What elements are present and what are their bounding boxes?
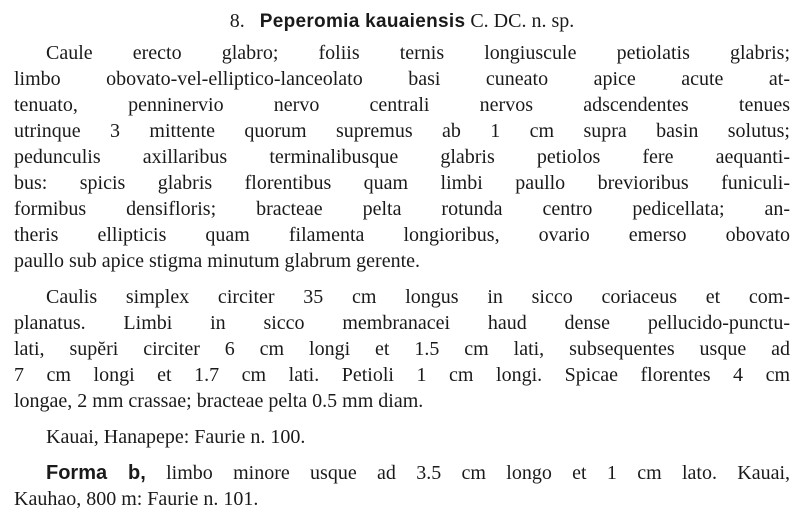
text-line: 7 cm longi et 1.7 cm lati. Petioli 1 cm longi. Spicae florentes 4 cm bbox=[14, 364, 790, 386]
text-line: Caule erecto glabro; foliis ternis longiuscule petiolatis glabris; bbox=[46, 42, 790, 64]
text-line: limbo obovato-vel-elliptico-lanceolato basi cuneato apice acute at- bbox=[14, 68, 790, 90]
forma-line-2: Kauhao, 800 m: Faurie n. 101. bbox=[14, 488, 259, 510]
forma-line bbox=[14, 460, 790, 486]
text-line: tenuato, penninervio nervo centrali nervos adscendentes tenues bbox=[14, 94, 790, 116]
species-name: Peperomia kauaiensis bbox=[259, 11, 466, 32]
text-line: formibus densifloris; bracteae pelta rotunda centro pedicellata; an- bbox=[14, 198, 790, 220]
text-line: planatus. Limbi in sicco membranacei haud dense pellucido-punctu- bbox=[14, 312, 790, 334]
text-line: longae, 2 mm crassae; bracteae pelta 0.5 mm diam. bbox=[14, 390, 424, 412]
text-line: utrinque 3 mittente quorum supremus ab 1 cm supra basin solutus; bbox=[14, 120, 790, 142]
forma-text: limbo minore usque ad 3.5 cm longo et 1 cm lato. Kauai, bbox=[166, 462, 790, 484]
locality-line: Kauai, Hanapepe: Faurie n. 100. bbox=[46, 426, 306, 448]
text-line: bus: spicis glabris florentibus quam limbi paullo brevioribus funiculi- bbox=[14, 172, 790, 194]
text-line: Caulis simplex circiter 35 cm longus in sicco coriaceus et com- bbox=[46, 286, 790, 308]
text-line: lati, supĕri circiter 6 cm longi et 1.5 cm lati, subsequentes usque ad bbox=[14, 338, 790, 360]
page bbox=[14, 0, 790, 525]
text-line: pedunculis axillaribus terminalibusque glabris petiolos fere aequanti- bbox=[14, 146, 790, 168]
text-line: paullo sub apice stigma minutum glabrum gerente. bbox=[14, 250, 421, 272]
species-heading bbox=[14, 8, 790, 35]
text-line: theris ellipticis quam filamenta longioribus, ovario emerso obovato bbox=[14, 224, 790, 246]
species-author: C. DC. n. sp. bbox=[470, 10, 575, 32]
species-number: 8. bbox=[229, 10, 245, 32]
forma-label: Forma b, bbox=[46, 462, 146, 484]
